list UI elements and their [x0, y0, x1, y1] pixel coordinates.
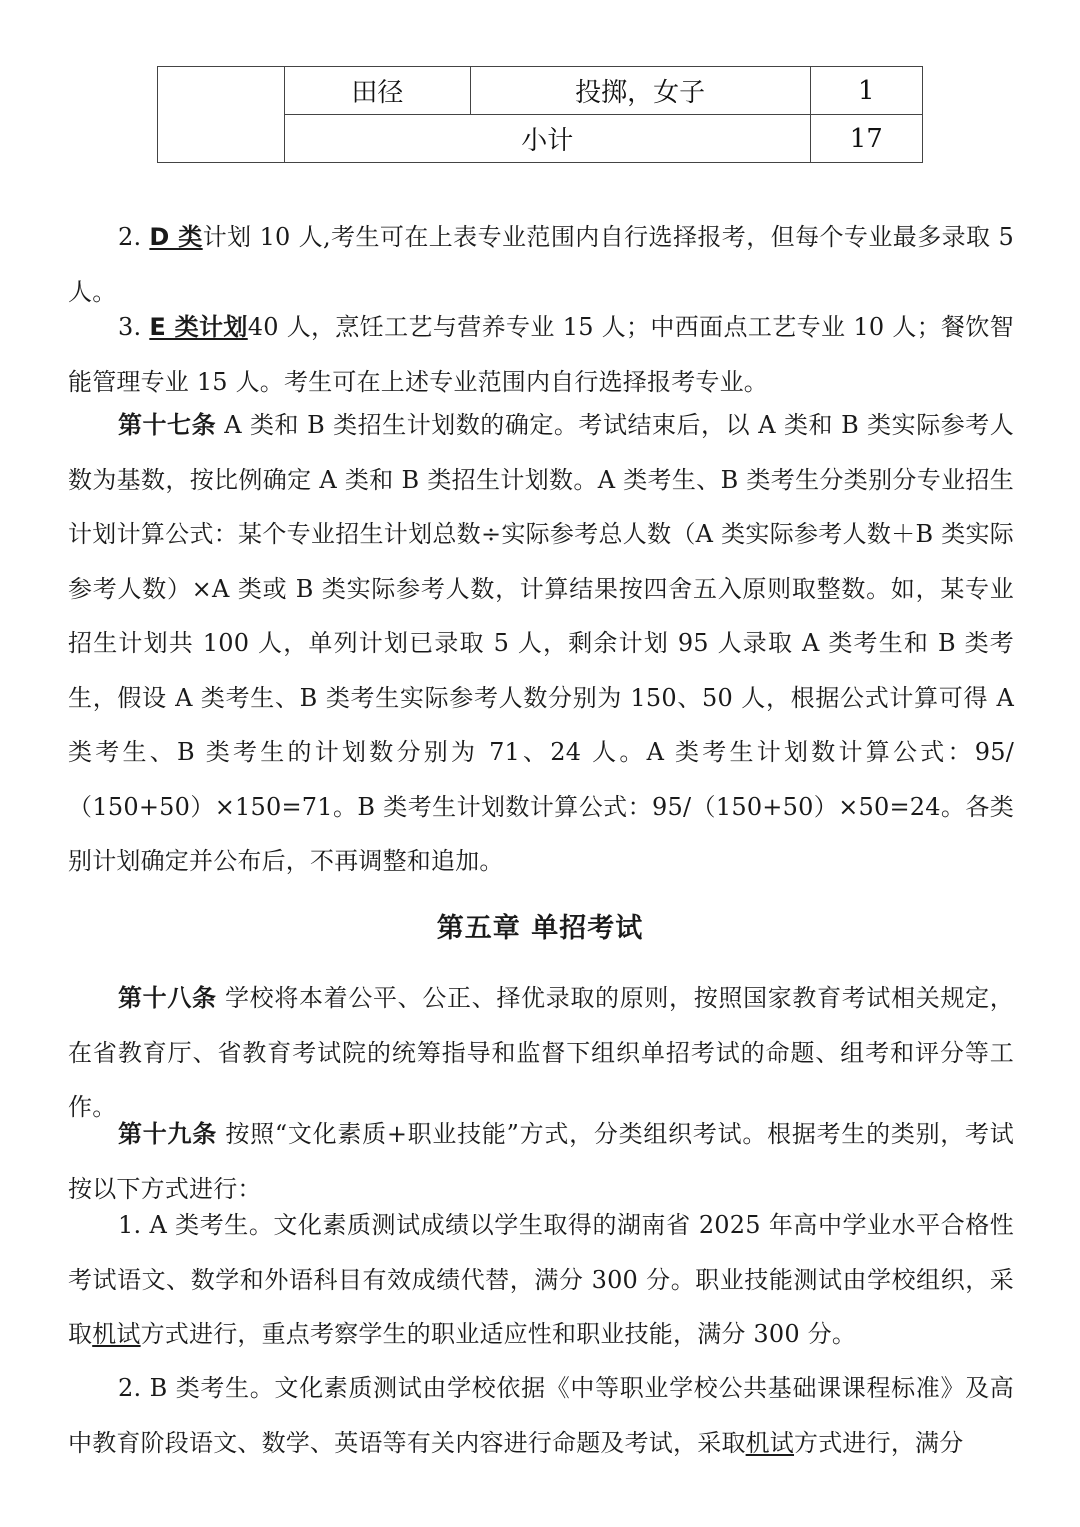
table-cell-subtotal-label: 小计	[285, 115, 811, 163]
chapter-title: 第五章 单招考试	[436, 913, 644, 944]
paragraph-text: A 类和 B 类招生计划数的确定。考试结束后，以 A 类和 B 类实际参考人数为基数，按比例确定 A 类和 B 类招生计划数。A 类考生、B 类考生分类别分专业招生计划计算公式：某个专业招生计划总数÷实际参考总人数（A 类实际参考人数＋B 类实际参考人数）×A 类或 B 类实际参考人数，计算结果按四舍五入原则取整数。如，某专业招生计划共 100 人，单列计划已录取 5 人，剩余计划 95 人录取 A 类考生和 B 类考生，假设 A 类考生、B 类考生实际参考人数分别为 150、50 人，根据公式计算可得 A 类考生、B 类考生的计划数分别为 71、24 人。A 类考生计划数计算公式：95/（150+50）×150=71。B 类考生计划数计算公式：95/（150+50）×50=24。各类别计划确定并公布后，不再调整和追加。	[68, 411, 1014, 875]
table-cell-count: 1	[810, 67, 922, 115]
paragraph-text: 40 人，烹饪工艺与营养专业 15 人；中西面点工艺专业 10 人；餐饮智能管理专业 15 人。考生可在上述专业范围内自行选择报考专业。	[68, 313, 1014, 396]
paragraph-text: 2. B 类考生。文化素质测试由学校依据《中等职业学校公共基础课课程标准》及高中教育阶段语文、数学、英语等有关内容进行命题及考试，采取	[68, 1374, 1014, 1457]
paragraph-text: 按照“文化素质+职业技能”方式，分类组织考试。根据考生的类别，考试按以下方式进行：	[68, 1120, 1014, 1203]
d-class-label: D 类	[149, 223, 203, 251]
item-number: 3.	[118, 313, 150, 341]
item-number: 2.	[118, 223, 150, 251]
table-cell-subtotal-count: 17	[810, 115, 922, 163]
underlined-term: 机试	[745, 1428, 795, 1457]
table-cell-event: 投掷，女子	[470, 67, 810, 115]
table-cell-empty	[158, 67, 285, 163]
paragraph-a-class-exam	[68, 1198, 1014, 1362]
table-cell-sport: 田径	[285, 67, 471, 115]
paragraph-b-class-exam	[68, 1361, 1014, 1470]
article-number: 第十七条	[118, 410, 217, 439]
paragraph-text: 方式进行，重点考察学生的职业适应性和职业技能，满分 300 分。	[140, 1320, 857, 1348]
e-class-label: E 类计划	[149, 313, 248, 341]
paragraph-text: 方式进行，满分	[794, 1428, 964, 1457]
paragraph-text: 计划 10 人,考生可在上表专业范围内自行选择报考，但每个专业最多录取 5 人。	[68, 223, 1014, 306]
table-row	[158, 67, 923, 115]
paragraph-text: 学校将本着公平、公正、择优录取的原则，按照国家教育考试相关规定，在省教育厅、省教育考试院的统筹指导和监督下组织单招考试的命题、组考和评分等工作。	[68, 984, 1014, 1121]
enrollment-table	[157, 66, 923, 163]
underlined-term: 机试	[92, 1320, 141, 1348]
paragraph-text: 1. A 类考生。文化素质测试成绩以学生取得的湖南省 2025 年高中学业水平合格性考试语文、数学和外语科目有效成绩代替，满分 300 分。职业技能测试由学校组织，采取	[68, 1211, 1014, 1348]
paragraph-e-class-plan	[68, 300, 1014, 409]
article-number: 第十八条	[118, 983, 217, 1012]
paragraph-article-17	[68, 398, 1014, 889]
article-number: 第十九条	[118, 1119, 217, 1148]
